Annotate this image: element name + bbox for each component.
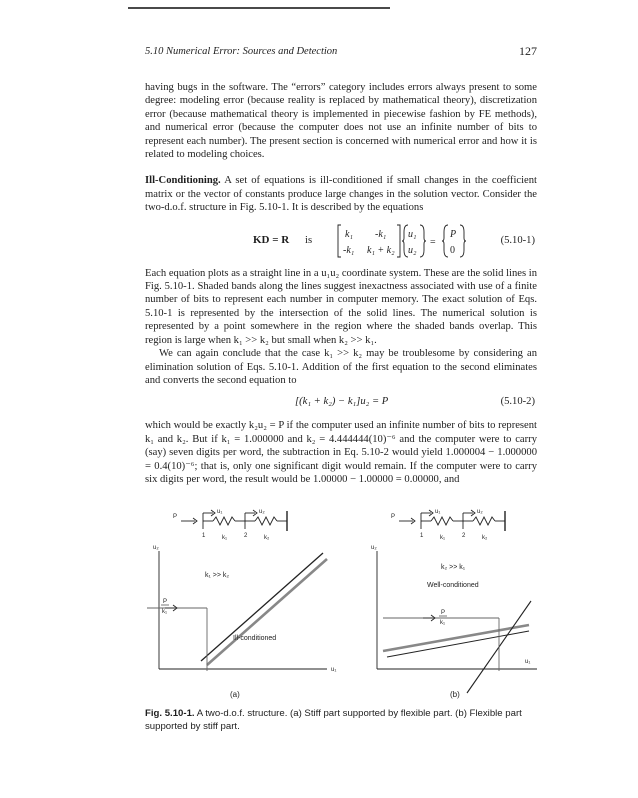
panel-a-u2-label: u₂ xyxy=(259,509,265,515)
panel-b-axis-u2: u₂ xyxy=(371,545,377,551)
equation-2: [(k₁ + k₂) − k₁]u₂ = P xyxy=(295,396,389,408)
caption-text: A two-d.o.f. structure. (a) Stiff part supported by flexible part. (b) Flexible part supported by stiff part. xyxy=(145,708,522,732)
subfigure-label-b: (b) xyxy=(450,690,460,699)
paragraph-2 xyxy=(145,174,537,214)
panel-a-spring-k2: k₂ xyxy=(264,535,270,541)
page-number: 127 xyxy=(519,44,537,58)
equation-5-10-2 xyxy=(145,393,537,411)
panel-a xyxy=(147,510,327,671)
panel-b-condition: Well-conditioned xyxy=(427,582,479,589)
matrix-k22: k₁ + k₂ xyxy=(367,244,395,256)
scan-edge-line xyxy=(128,7,390,9)
panel-a-labels xyxy=(153,509,336,673)
caption-label: Fig. 5.10-1. xyxy=(145,708,195,719)
paragraph-5: which would be exactly k₂u₂ = P if the computer used an infinite number of bits to represent k₁ and k₂. But if k₁ = 1.000000 and k₂ = 4.444444(10)⁻⁶ and the computer were to carry (say) seven digits per word, the subtraction in Eq. 5.10-2 would yield 1.000004 − 1.000000 = 0.4(10)⁻⁶; that is, only one significant digit would remain. If the computer were to carry six digits per word, the result would be 1.00000 − 1.00000 = 0.00000, and xyxy=(145,420,537,485)
figure-caption xyxy=(145,708,537,733)
paragraph-4: We can again conclude that the case k₁ >> k₂ may be troublesome by considering an elimination solution of Eqs. 5.10-1. Addition of the first equation to the second eliminates and converts the second equation to xyxy=(145,348,537,386)
panel-a-spring-k1: k₁ xyxy=(222,535,228,541)
run-in-heading: Ill-Conditioning. xyxy=(145,175,221,187)
panel-b-axis-u1: u₁ xyxy=(525,659,531,665)
equation-lhs: KD = R xyxy=(253,233,290,246)
vector-r2: 0 xyxy=(450,244,455,256)
panel-b-load-label: P xyxy=(391,514,396,520)
panel-b-spring-k1: k₁ xyxy=(440,535,446,541)
panel-a-relation: k₁ >> k₂ xyxy=(205,572,230,579)
panel-b-node2: 2 xyxy=(462,533,466,539)
equation-2-number: (5.10-2) xyxy=(500,396,535,408)
panel-a-fraction-num: P xyxy=(163,599,168,605)
panel-b-u1-label: u₁ xyxy=(435,509,441,515)
page-header xyxy=(145,46,537,62)
panel-a-fraction-den: k₁ xyxy=(162,609,168,615)
panel-b-relation: k₂ >> k₁ xyxy=(441,564,466,571)
panel-a-node2: 2 xyxy=(244,533,248,539)
equation-5-10-1 xyxy=(145,223,537,259)
matrix-equation xyxy=(337,223,477,259)
figure-drawing xyxy=(145,505,537,705)
paragraph-2-text: A set of equations is ill-conditioned if small changes in the coefficient matrix or the vector of constants produce large changes in the solution vector. Consider the two-d.o.f. structure in Fig. 5.10-1. It is described by the equations xyxy=(145,175,537,214)
panel-b-node1: 1 xyxy=(420,533,424,539)
vector-r1: P xyxy=(450,228,457,240)
panel-b-fraction-den: k₁ xyxy=(440,620,446,626)
panel-a-axis-u2: u₂ xyxy=(153,545,159,551)
matrix-equals: = xyxy=(430,236,436,248)
matrix-k12: -k₁ xyxy=(375,228,387,240)
panel-a-condition: Ill-conditioned xyxy=(233,635,277,642)
panel-a-node1: 1 xyxy=(202,533,206,539)
panel-a-axis-u1: u₁ xyxy=(331,667,337,673)
subfigure-label-a: (a) xyxy=(230,690,240,699)
panel-b-labels xyxy=(371,509,530,665)
figure-5-10-1 xyxy=(145,505,537,725)
panel-b-u2-label: u₂ xyxy=(477,509,483,515)
equation-is: is xyxy=(305,234,313,246)
vector-u1: u₁ xyxy=(408,228,417,240)
equation-number: (5.10-1) xyxy=(500,234,535,246)
matrix-k11: k₁ xyxy=(345,228,353,240)
vector-u2: u₂ xyxy=(408,244,417,256)
panel-b-fraction-num: P xyxy=(441,610,446,616)
panel-a-u1-label: u₁ xyxy=(217,509,223,515)
panel-a-load-label: P xyxy=(173,514,178,520)
body-text xyxy=(145,81,537,486)
running-head: 5.10 Numerical Error: Sources and Detection xyxy=(145,46,338,57)
panel-b xyxy=(377,510,537,693)
paragraph-3: Each equation plots as a straight line in a u₁u₂ coordinate system. These are the solid lines in Fig. 5.10-1. Shaded bands along the lines suggest inexactness associated with use of a finite number of bits to represent each number in computer memory. The exact solution of Eqs. 5.10-1 is represented by the intersection of the solid lines. The numerical solution is represented by a point somewhere in the region where the shaded bands overlap. This region is large when k₁ >> k₂ but small when k₂ >> k₁. xyxy=(145,267,537,346)
paragraph-1: having bugs in the software. The “errors” category includes errors always present to some degree: modeling error (because reality is replaced by mathematical theory), discretization error (because mathematical theory is implemented in piecewise fashion by FE methods), and numerical error (because the computer does not use an infinite number of bits to represent each number). The present section is concerned with numerical error and how it is related to modeling choices. xyxy=(145,82,537,161)
matrix-k21: -k₁ xyxy=(343,244,355,256)
panel-b-spring-k2: k₂ xyxy=(482,535,488,541)
